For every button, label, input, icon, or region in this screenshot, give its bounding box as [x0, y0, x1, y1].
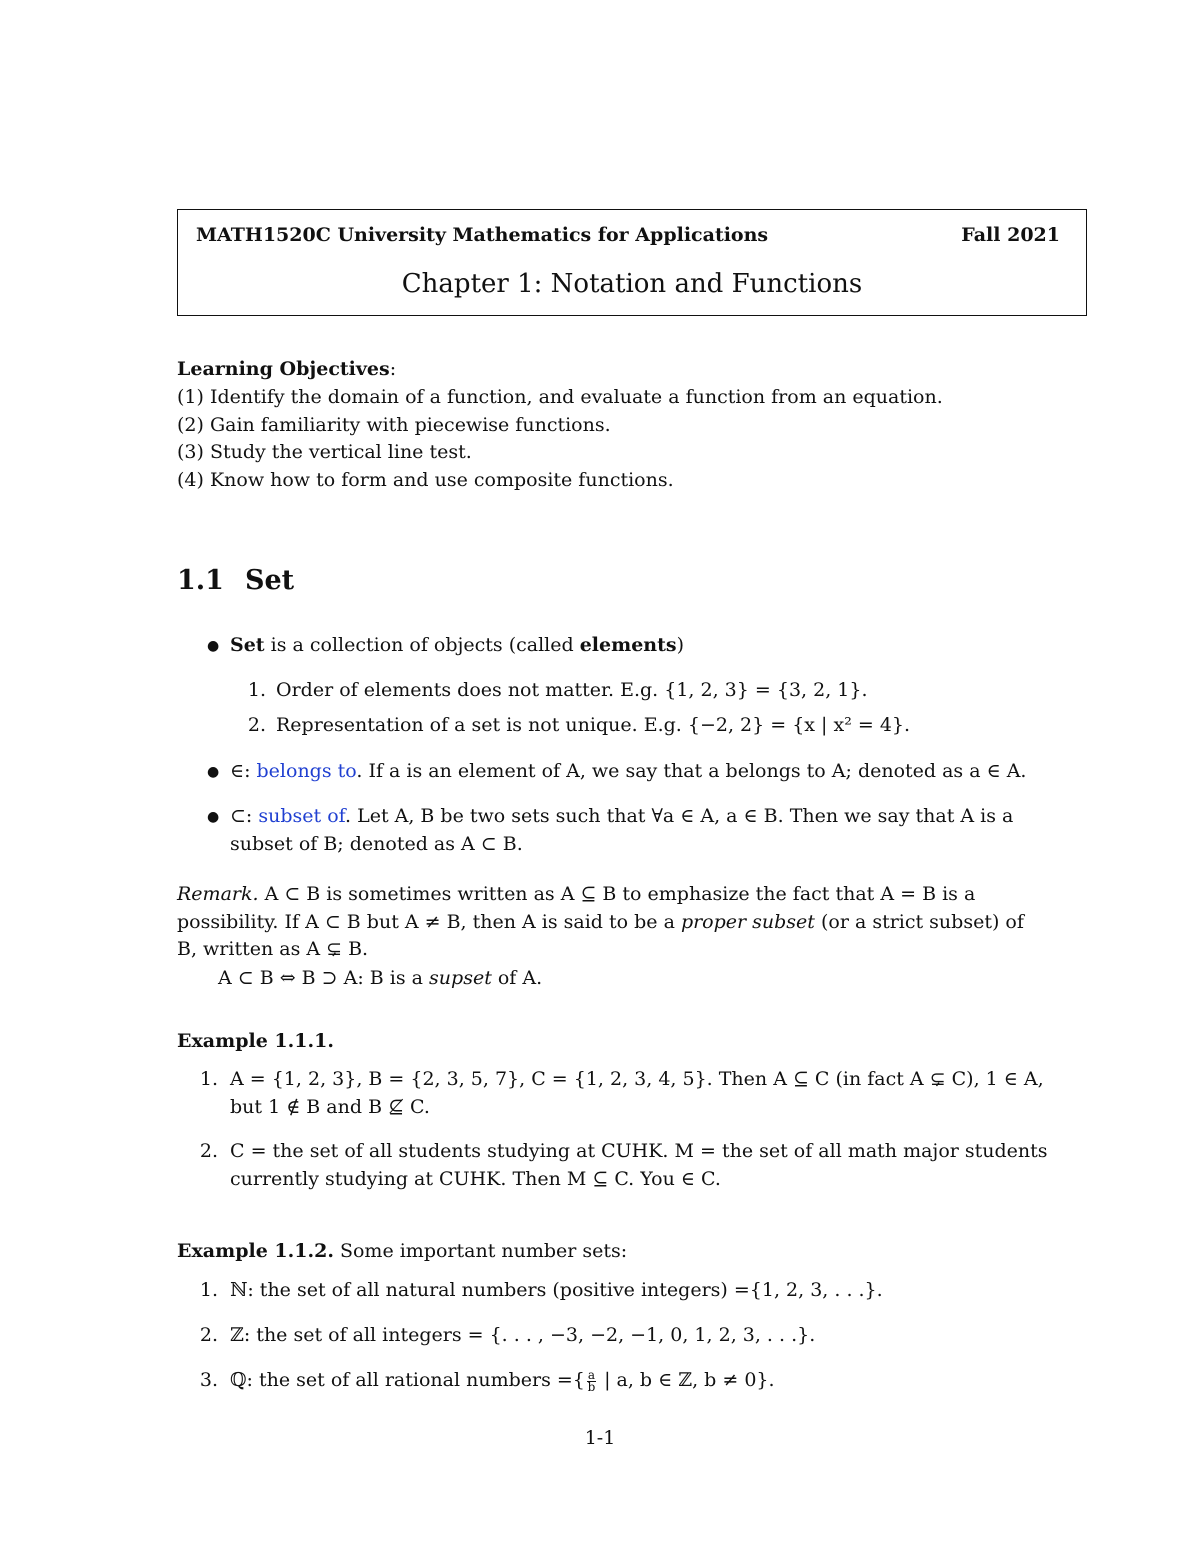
section-number: 1.1 [177, 565, 224, 596]
set-property: Order of elements does not matter. E.g. {1, 2, 3} = {3, 2, 1}. [276, 679, 868, 701]
belongs-to-definition: ∈: belongs to. If a is an element of A, we say that a belongs to A; denoted as a ∈ A. [230, 760, 1027, 782]
page-number: 1-1 [584, 1427, 616, 1449]
remark-line: A ⊂ B ⇔ B ⊃ A: B is a supset of A. [218, 967, 543, 989]
subset-of-link[interactable]: subset of [258, 805, 345, 827]
bullet-icon: ● [207, 764, 220, 780]
example-item: C = the set of all students studying at CUHK. M = the set of all math major students [230, 1140, 1048, 1162]
objective-item: (3) Study the vertical line test. [177, 441, 472, 463]
belongs-to-link[interactable]: belongs to [256, 760, 357, 782]
bullet-icon: ● [207, 809, 220, 825]
subset-definition: ⊂: subset of. Let A, B be two sets such that ∀a ∈ A, a ∈ B. Then we say that A is a [230, 805, 1014, 827]
example-label: Example 1.1.1. [177, 1030, 334, 1052]
number-set-integers: ℤ: the set of all integers = {. . . , −3, −2, −1, 0, 1, 2, 3, . . .}. [230, 1324, 816, 1346]
set-definition: Set is a collection of objects (called elements) [230, 634, 685, 656]
enum-number: 3. [199, 1369, 218, 1391]
enum-number: 2. [199, 1140, 218, 1162]
objectives-heading: Learning Objectives: [177, 358, 397, 380]
objective-item: (4) Know how to form and use composite functions. [177, 469, 674, 491]
course-title: MATH1520C University Mathematics for Applications [196, 224, 769, 246]
enum-number: 1. [199, 1279, 218, 1301]
number-set-natural: ℕ: the set of all natural numbers (positive integers) ={1, 2, 3, . . .}. [230, 1279, 883, 1301]
objective-item: (1) Identify the domain of a function, and evaluate a function from an equation. [177, 386, 943, 408]
set-property: Representation of a set is not unique. E.g. {−2, 2} = {x | x² = 4}. [276, 714, 911, 736]
enum-number: 2. [199, 1324, 218, 1346]
chapter-title: Chapter 1: Notation and Functions [401, 269, 863, 299]
section-title: Set [245, 565, 295, 596]
header-box [177, 209, 1087, 316]
example-item-cont: currently studying at CUHK. Then M ⊆ C. You ∈ C. [230, 1168, 721, 1190]
bullet-icon: ● [207, 638, 220, 654]
objective-item: (2) Gain familiarity with piecewise functions. [177, 414, 611, 436]
section-heading [177, 565, 294, 596]
term-label: Fall 2021 [961, 224, 1060, 246]
number-set-rational: ℚ: the set of all rational numbers ={ $\frac{a}{b}$ | a, b ∈ ℤ, b ≠ 0}. [230, 1367, 775, 1394]
example-item: A = {1, 2, 3}, B = {2, 3, 5, 7}, C = {1, 2, 3, 4, 5}. Then A ⊆ C (in fact A ⊊ C), 1 ∈ A, [230, 1068, 1044, 1090]
remark-line: B, written as A ⊊ B. [177, 938, 369, 960]
example-item-cont: but 1 ∉ B and B ⊈ C. [230, 1096, 430, 1118]
enum-number: 2. [247, 714, 266, 736]
enum-number: 1. [199, 1068, 218, 1090]
enum-number: 1. [247, 679, 266, 701]
fraction: $\frac{a}{b}$ [587, 1367, 596, 1394]
example-label: Example 1.1.2. Some important number sets: [177, 1240, 628, 1262]
subset-definition-cont: subset of B; denoted as A ⊂ B. [230, 833, 523, 855]
remark: Remark. A ⊂ B is sometimes written as A ⊆ B to emphasize the fact that A = B is a [177, 883, 976, 905]
remark-line: possibility. If A ⊂ B but A ≠ B, then A is said to be a proper subset (or a strict subset) of [177, 911, 1024, 933]
